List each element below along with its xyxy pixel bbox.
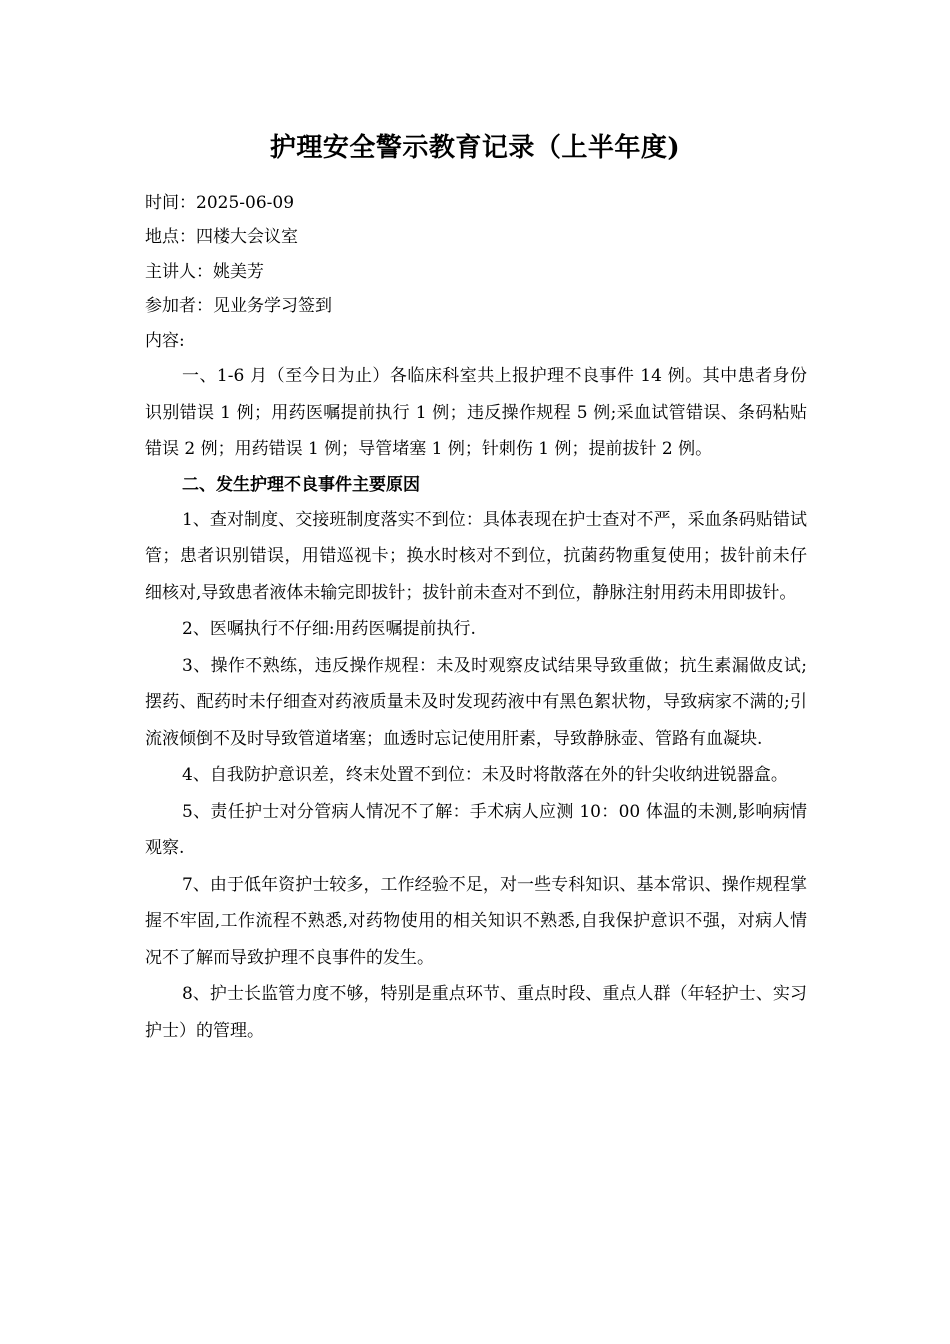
paragraph-cause-4: 4、自我防护意识差，终末处置不到位：未及时将散落在外的针尖收纳进锐器盒。 [182,765,788,785]
meeting-time: 时间：2025-06-09 [145,193,295,213]
paragraph-cause-2: 2、医嘱执行不仔细:用药医嘱提前执行. [182,619,476,639]
paragraph-cause-7: 7、由于低年资护士较多，工作经验不足，对一些专科知识、基本常识、操作规程掌握不牢固,工作流程不熟悉,对药物使用的相关知识不熟悉,自我保护意识不强，对病人情况不了解而导致护理不良事件的发生。 [145,874,807,968]
document-title: 护理安全警示教育记录（上半年度) [269,133,681,163]
content-label: 内容: [145,331,185,351]
content-body [145,358,807,1049]
paragraph-incident-summary: 一、1-6 月（至今日为止）各临床科室共上报护理不良事件 14 例。其中患者身份识别错误 1 例；用药医嘱提前执行 1 例；违反操作规程 5 例;采血试管错误、条码粘贴错误 2 例；用药错误 1 例；导管堵塞 1 例；针刺伤 1 例；提前拔针 2 例。 [145,366,807,459]
paragraph-cause-8: 8、护士长监管力度不够，特别是重点环节、重点时段、重点人群（年轻护士、实习护士）的管理。 [145,984,807,1041]
paragraph-cause-3: 3、操作不熟练，违反操作规程：未及时观察皮试结果导致重做；抗生素漏做皮试;摆药、配药时未仔细查对药液质量未及时发现药液中有黑色絮状物，导致病家不满的;引流液倾倒不及时导致管道堵塞；血透时忘记使用肝素，导致静脉壶、管路有血凝块. [145,655,807,749]
meeting-location: 地点：四楼大会议室 [145,227,298,247]
meeting-speaker: 主讲人：姚美芳 [145,262,264,282]
section-heading-causes: 二、发生护理不良事件主要原因 [182,474,420,495]
paragraph-cause-1: 1、查对制度、交接班制度落实不到位：具体表现在护士查对不严，采血条码贴错试管；患者识别错误，用错巡视卡；换水时核对不到位，抗菌药物重复使用；拔针前未仔细核对,导致患者液体未输完即拔针；拔针前未查对不到位，静脉注射用药未用即拔针。 [145,509,807,603]
meeting-participants: 参加者：见业务学习签到 [145,296,332,316]
paragraph-cause-5: 5、责任护士对分管病人情况不了解：手术病人应测 10：00 体温的未测,影响病情观察. [145,801,807,858]
